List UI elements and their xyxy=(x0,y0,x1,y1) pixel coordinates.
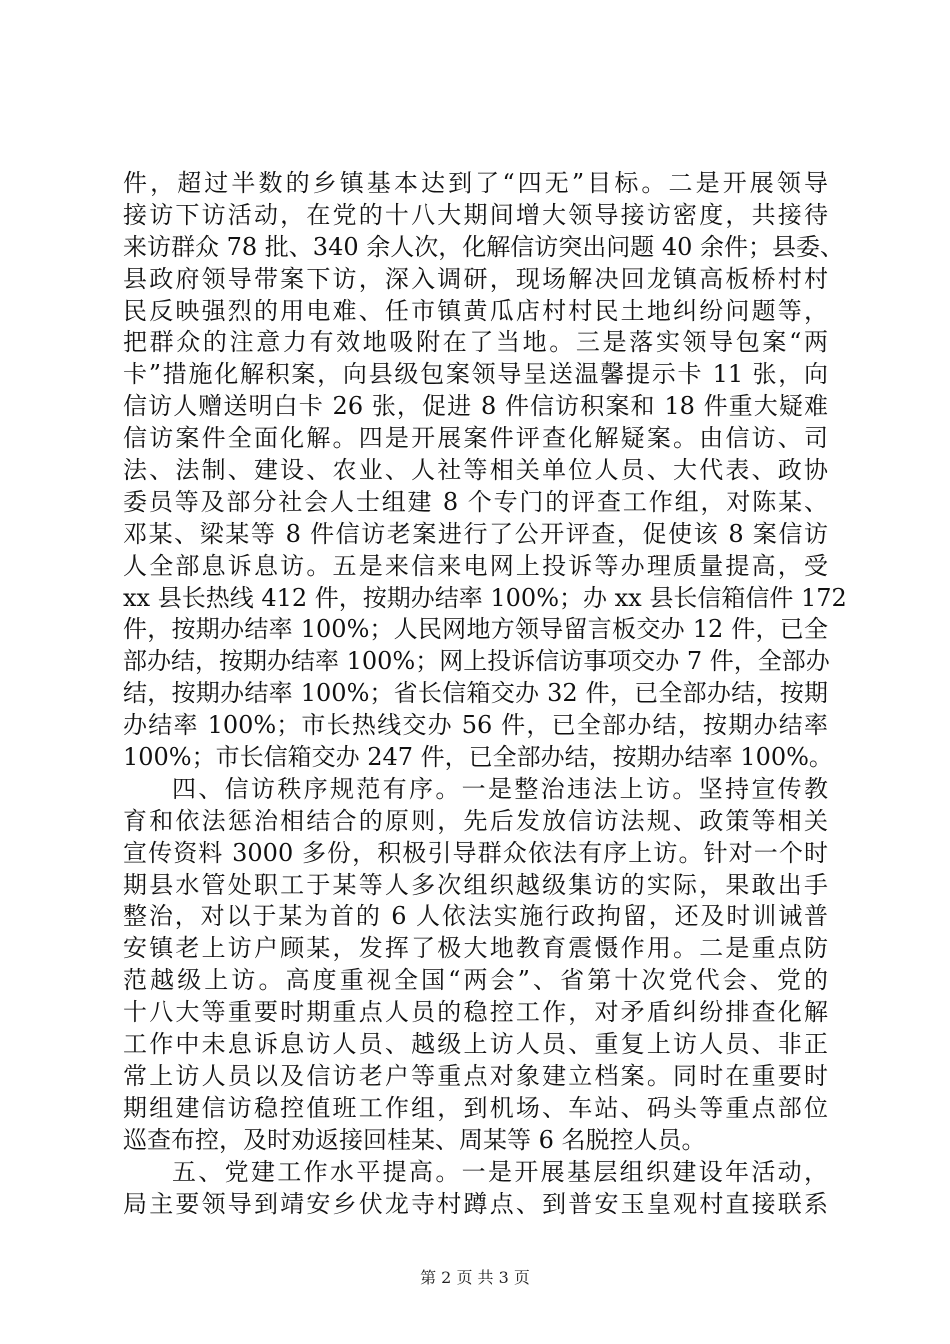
text-line: 期组建信访稳控值班工作组，到机场、车站、码头等重点部位 xyxy=(123,1093,828,1122)
paragraph-start-line: 五、党建工作水平提高。一是开展基层组织建设年活动， xyxy=(172,1157,828,1186)
page-footer: 第 2 页 共 3 页 xyxy=(420,1268,530,1287)
text-line: 安镇老上访户顾某，发挥了极大地教育震慑作用。二是重点防 xyxy=(123,934,828,963)
text-line: 十八大等重要时期重点人员的稳控工作，对矛盾纠纷排查化解 xyxy=(123,998,828,1027)
text-line: 卡”措施化解积案，向县级包案领导呈送温馨提示卡 11 张，向 xyxy=(123,360,828,389)
paragraph-start-line: 四、信访秩序规范有序。一是整治违法上访。坚持宣传教 xyxy=(172,774,828,803)
text-line: 结，按期办结率 100%；省长信箱交办 32 件，已全部办结，按期 xyxy=(123,679,828,708)
text-line: 法、法制、建设、农业、人社等相关单位人员、大代表、政协 xyxy=(123,456,828,485)
text-line: 民反映强烈的用电难、任市镇黄瓜店村村民土地纠纷问题等， xyxy=(123,296,828,325)
text-line: 信访案件全面化解。四是开展案件评查化解疑案。由信访、司 xyxy=(123,424,828,453)
text-line: 常上访人员以及信访老户等重点对象建立档案。同时在重要时 xyxy=(123,1061,828,1090)
body-text xyxy=(123,168,847,1220)
text-line: 期县水管处职工于某等人多次组织越级集访的实际，果敢出手 xyxy=(123,870,828,899)
text-line: 件，按期办结率 100%；人民网地方领导留言板交办 12 件，已全 xyxy=(123,615,828,644)
text-line: 来访群众 78 批、340 余人次，化解信访突出问题 40 余件；县委、 xyxy=(123,232,845,261)
text-line: xx 县长热线 412 件，按期办结率 100%；办 xx 县长信箱信件 172 xyxy=(123,583,847,612)
text-line: 范越级上访。高度重视全国“两会”、省第十次党代会、党的 xyxy=(123,966,828,995)
text-line: 件，超过半数的乡镇基本达到了“四无”目标。二是开展领导 xyxy=(123,169,828,197)
text-line: 办结率 100%；市长热线交办 56 件，已全部办结，按期办结率 xyxy=(123,711,828,740)
text-line: 宣传资料 3000 多份，积极引导群众依法有序上访。针对一个时 xyxy=(123,838,828,867)
text-line: 巡查布控，及时劝返接回桂某、周某等 6 名脱控人员。 xyxy=(123,1125,706,1154)
text-line: 邓某、梁某等 8 件信访老案进行了公开评查，促使该 8 案信访 xyxy=(123,519,828,548)
text-line: 整治，对以于某为首的 6 人依法实施行政拘留，还及时训诫普 xyxy=(123,902,828,931)
text-line: 县政府领导带案下访，深入调研，现场解决回龙镇高板桥村村 xyxy=(123,264,828,293)
text-line: 育和依法惩治相结合的原则，先后发放信访法规、政策等相关 xyxy=(123,806,828,835)
text-line: 把群众的注意力有效地吸附在了当地。三是落实领导包案“两 xyxy=(123,328,828,357)
text-line: 工作中未息诉息访人员、越级上访人员、重复上访人员、非正 xyxy=(123,1030,828,1059)
text-line: 接访下访活动，在党的十八大期间增大领导接访密度，共接待 xyxy=(123,200,828,229)
text-line: 局主要领导到靖安乡伏龙寺村蹲点、到普安玉皇观村直接联系 xyxy=(123,1189,828,1218)
text-line: 委员等及部分社会人士组建 8 个专门的评查工作组，对陈某、 xyxy=(123,487,828,516)
text-line: 100%；市长信箱交办 247 件，已全部办结，按期办结率 100%。 xyxy=(123,743,833,772)
text-line: 人全部息诉息访。五是来信来电网上投诉等办理质量提高，受 xyxy=(123,551,828,580)
text-line: 信访人赠送明白卡 26 张，促进 8 件信访积案和 18 件重大疑难 xyxy=(123,392,828,421)
text-line: 部办结，按期办结率 100%；网上投诉信访事项交办 7 件，全部办 xyxy=(123,647,830,676)
